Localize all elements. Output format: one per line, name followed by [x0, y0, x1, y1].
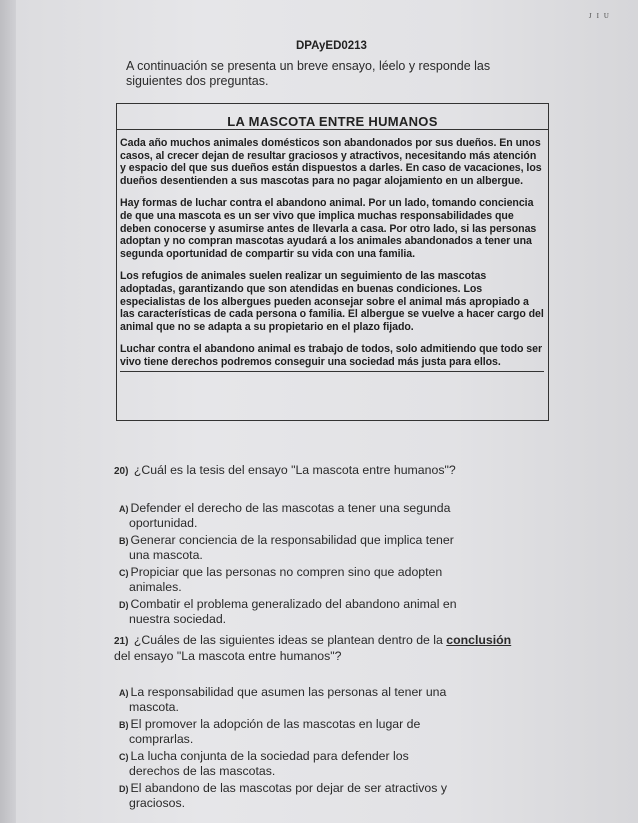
- q20-option-b[interactable]: [119, 534, 459, 562]
- q20-option-c-letter: C): [119, 568, 129, 578]
- essay-paragraph-4: Luchar contra el abandono animal es trabajo de todos, solo admitiendo que todo ser vivo tiene derechos podremos conseguir una sociedad más justa para ellos.: [120, 343, 544, 371]
- q20-option-b-letter: B): [119, 536, 129, 546]
- q21-option-d[interactable]: [119, 782, 459, 810]
- question-21: [114, 633, 524, 664]
- question-21-text-before: ¿Cuáles de las siguientes ideas se plantean dentro de la: [133, 633, 447, 647]
- q20-option-d-letter: D): [119, 600, 129, 610]
- question-21-options: [119, 686, 459, 814]
- q21-option-d-letter: D): [119, 784, 129, 794]
- q21-option-a[interactable]: [119, 686, 459, 714]
- question-20: [114, 463, 474, 479]
- q21-option-c-text: La lucha conjunta de la sociedad para defender los derechos de las mascotas.: [129, 749, 409, 778]
- essay-title-divider: [116, 129, 549, 130]
- question-21-emphasis: conclusión: [446, 633, 512, 647]
- q21-option-b-letter: B): [119, 720, 129, 730]
- instructions-text: A continuación se presenta un breve ensayo, léelo y responde las siguientes dos preguntas.: [126, 59, 491, 88]
- q20-option-a-letter: A): [119, 504, 129, 514]
- q21-option-a-letter: A): [119, 688, 129, 698]
- question-20-options: [119, 502, 459, 630]
- q20-option-d[interactable]: [119, 598, 459, 626]
- corner-mark: ᴊ ɪ ᴜ: [588, 10, 610, 21]
- essay-body: [120, 137, 544, 372]
- q20-option-d-text: Combatir el problema generalizado del abandono animal en nuestra sociedad.: [129, 597, 457, 626]
- question-20-text: ¿Cuál es la tesis del ensayo "La mascota entre humanos"?: [133, 463, 456, 477]
- q21-option-c-letter: C): [119, 752, 129, 762]
- question-21-text-after: del ensayo "La mascota entre humanos"?: [114, 649, 342, 663]
- q20-option-c[interactable]: [119, 566, 459, 594]
- q21-option-c[interactable]: [119, 750, 459, 778]
- essay-paragraph-3: Los refugios de animales suelen realizar un seguimiento de las mascotas adoptadas, garantizando que son atendidas en buenas condiciones. Los especialistas de los albergues pueden aconsejar sobre el animal más apropiado a las características de cada persona o familia. El albergue se vuelve a hacer cargo del animal que no se adapta a su propietario en el plazo fijado.: [120, 270, 544, 333]
- question-20-number: 20): [114, 466, 129, 477]
- q21-option-a-text: La responsabilidad que asumen las personas al tener una mascota.: [129, 685, 447, 714]
- essay-paragraph-1: Cada año muchos animales domésticos son abandonados por sus dueños. En unos casos, al crecer dejan de resultar graciosos y atractivos, necesitando más atención y espacio del que sus dueños están dispuestos a darles. En caso de vacaciones, los dueños desentienden a sus mascotas para no pagar alojamiento en un albergue.: [120, 137, 542, 187]
- q20-option-a-text: Defender el derecho de las mascotas a tener una segunda oportunidad.: [129, 501, 451, 530]
- essay-paragraph-2: Hay formas de luchar contra el abandono animal. Por un lado, tomando conciencia de que una mascota es un ser vivo que implica muchas responsabilidades que deben conocerse y asumirse antes de llevarla a casa. Por otro lado, si las personas adoptan y no compran mascotas ayudará a los animales abandonados a tener una segunda oportunidad de compartir su vida con una familia.: [120, 197, 537, 260]
- q20-option-c-text: Propiciar que las personas no compren sino que adopten animales.: [129, 565, 443, 594]
- q20-option-a[interactable]: [119, 502, 459, 530]
- q21-option-d-text: El abandono de las mascotas por dejar de ser atractivos y graciosos.: [129, 781, 447, 810]
- page-edge-shadow: [0, 0, 16, 823]
- q20-option-b-text: Generar conciencia de la responsabilidad que implica tener una mascota.: [129, 533, 454, 562]
- q21-option-b-text: El promover la adopción de las mascotas en lugar de comprarlas.: [129, 717, 421, 746]
- essay-title: LA MASCOTA ENTRE HUMANOS: [227, 114, 438, 129]
- document-code: DPAyED0213: [296, 40, 367, 52]
- q21-option-b[interactable]: [119, 718, 459, 746]
- question-21-number: 21): [114, 636, 129, 647]
